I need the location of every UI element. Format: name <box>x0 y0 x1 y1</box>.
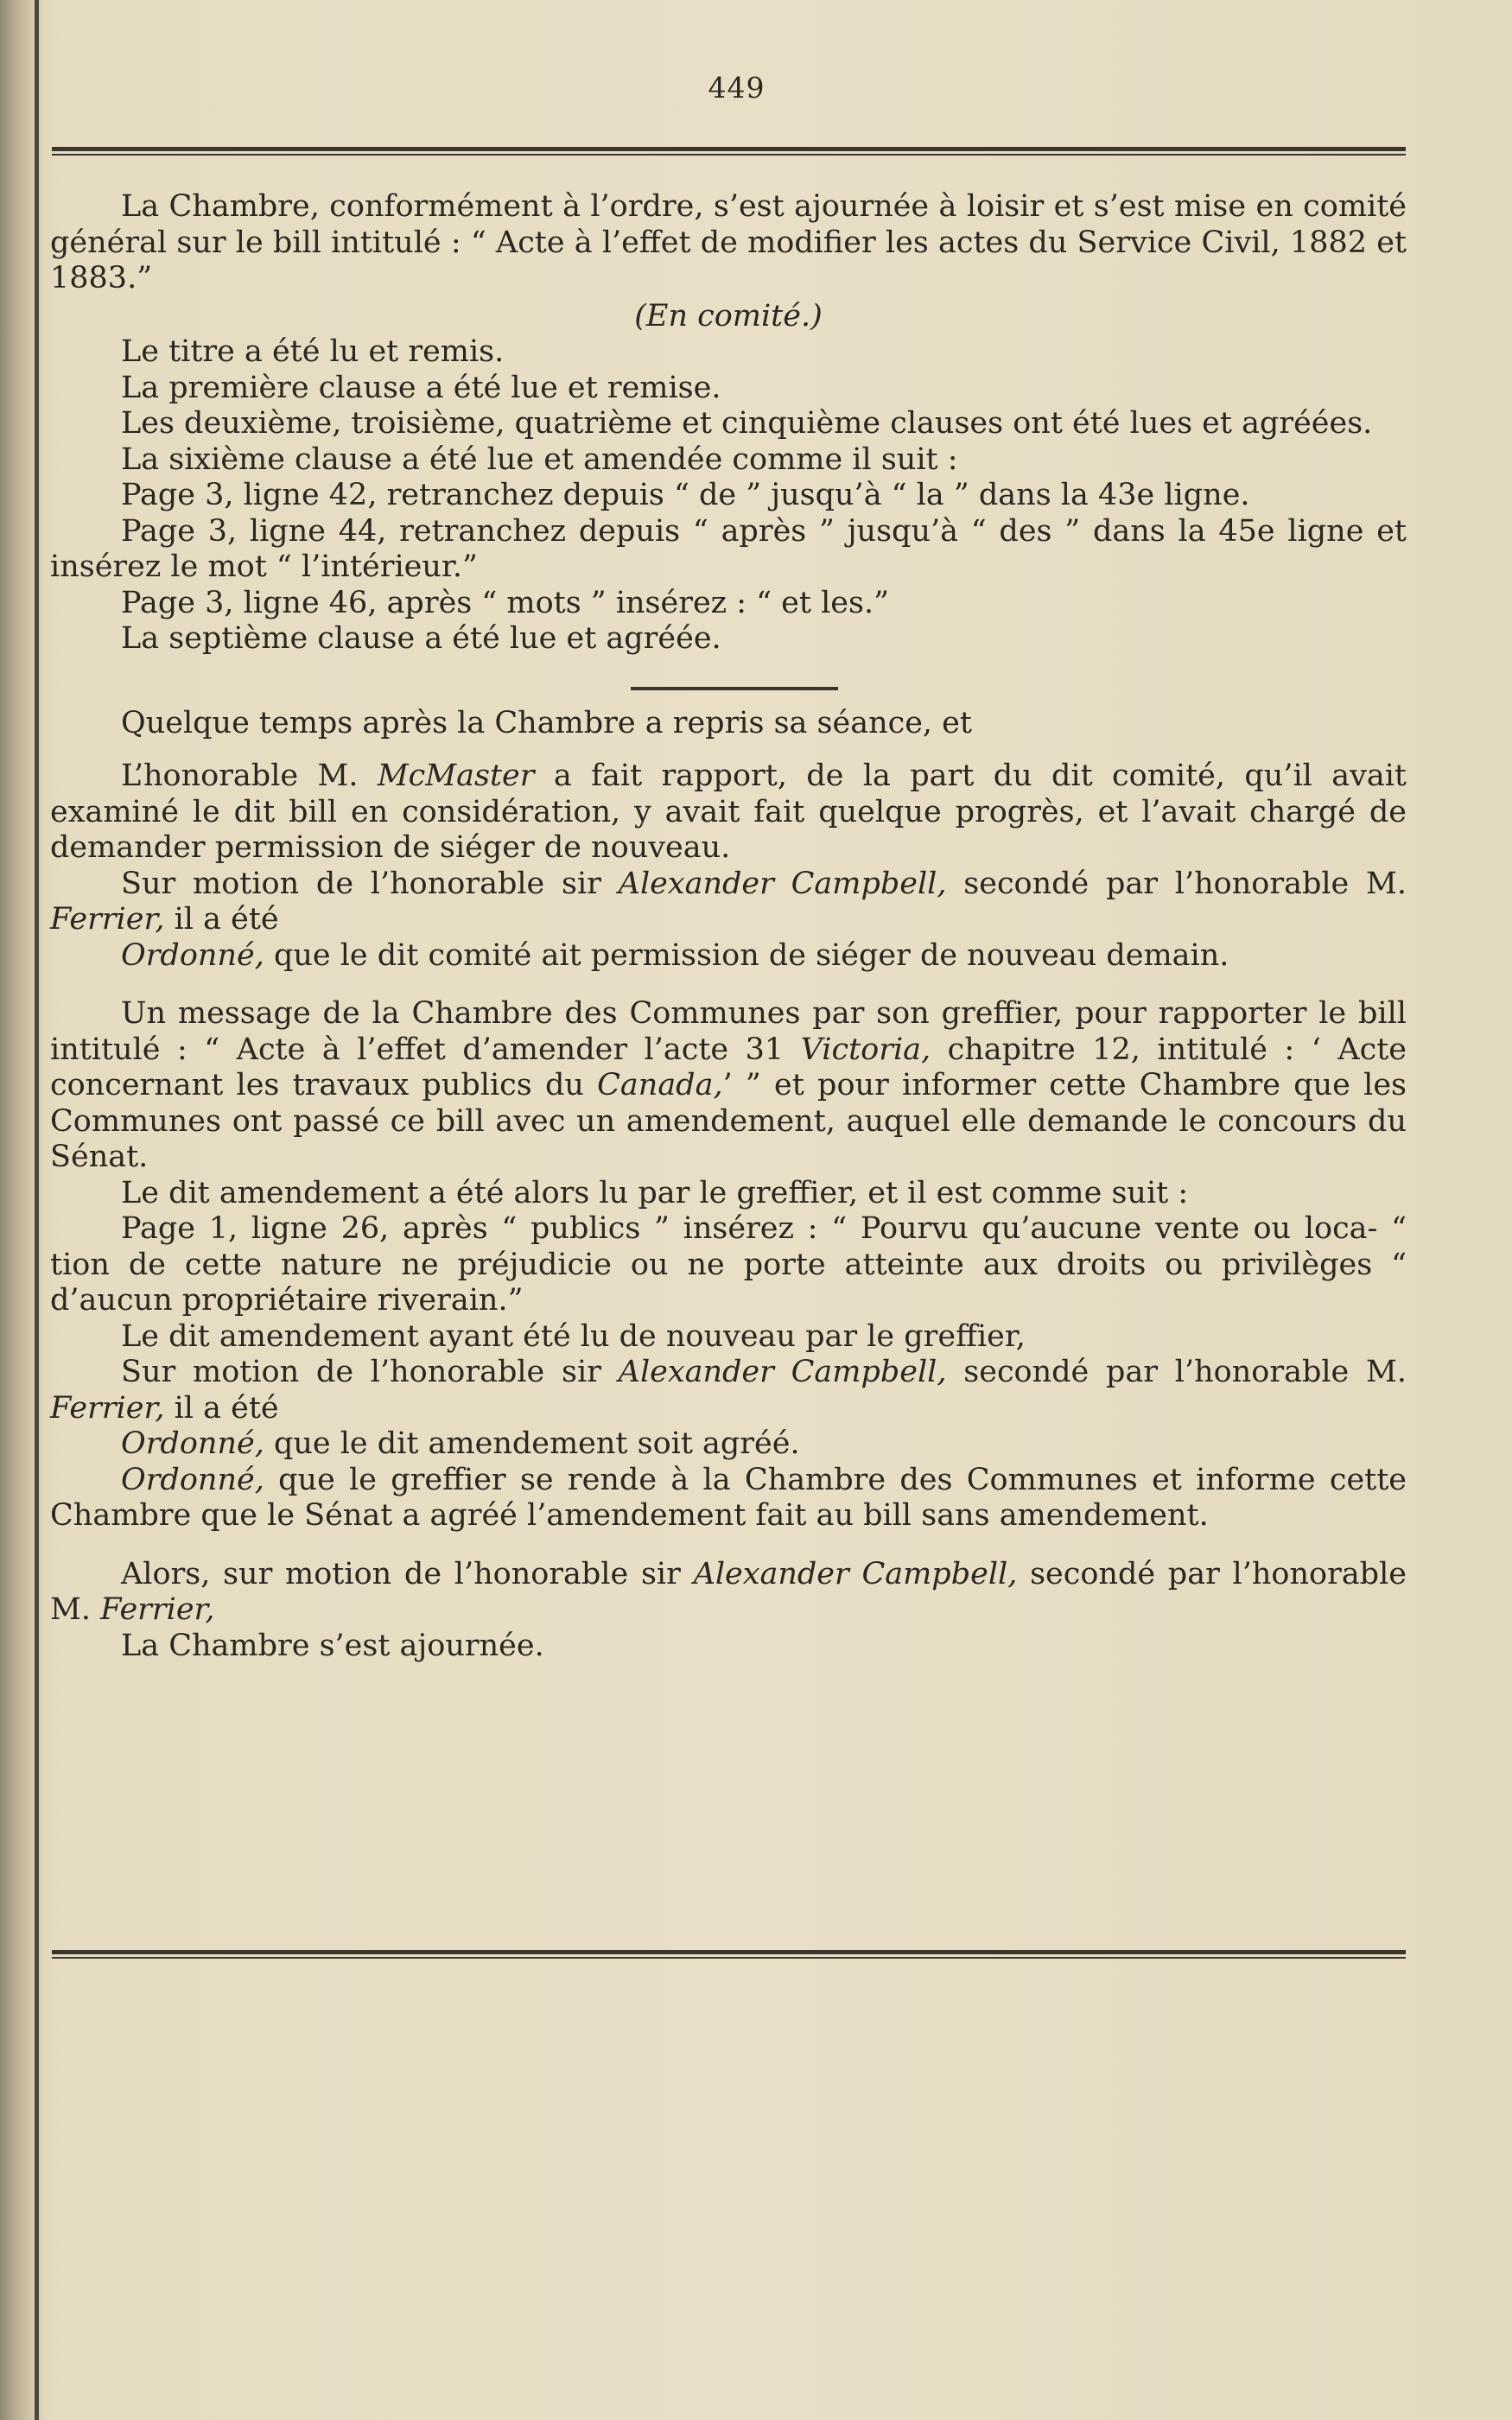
paragraph <box>50 867 1407 938</box>
text: L’honorable M. <box>121 759 378 793</box>
paragraph: La Chambre, conformément à l’ordre, s’est ajournée à loisir et s’est mise en comité général sur le bill intitulé : “ Acte à l’effet de modifier les actes du Service Civil, 1882 et 1883.” <box>50 189 1407 295</box>
text: secondé par l’honorable M. <box>50 1556 1407 1627</box>
ordered: Ordonné, <box>121 1426 264 1461</box>
text: que le dit amendement soit agréé. <box>264 1426 800 1461</box>
footer-rule <box>52 1950 1406 1959</box>
committee-heading-text: (En comité.) <box>634 298 823 333</box>
paragraph: Le titre a été lu et remis. <box>121 334 505 369</box>
name: Ferrier, <box>50 1390 165 1426</box>
paragraph <box>50 1426 1407 1463</box>
name: Victoria, <box>800 1032 931 1067</box>
paragraph: Quelque temps après la Chambre a repris sa séance, et <box>121 705 972 740</box>
name: Ferrier, <box>100 1592 215 1627</box>
text: Alors, sur motion de l’honorable sir <box>121 1556 694 1591</box>
header-rule <box>52 147 1406 156</box>
paragraph: La sixième clause a été lue et amendée comme il suit : <box>121 441 958 477</box>
paragraph: Le dit amendement a été alors lu par le greffier, et il est comme suit : <box>121 1175 1189 1210</box>
text: secondé par l’honorable M. <box>946 1355 1407 1389</box>
paragraph: Page 3, ligne 42, retranchez depuis “ de ” jusqu’à “ la ” dans la 43e ligne. <box>121 478 1250 512</box>
name: Ferrier, <box>50 902 165 937</box>
page-number: 449 <box>708 71 766 105</box>
paragraph: La Chambre s’est ajournée. <box>121 1628 544 1663</box>
name: Alexander Campbell, <box>618 1355 947 1389</box>
text: chapitre 12, intitulé : ‘ Acte concernant les travaux publics du <box>50 1032 1407 1102</box>
paragraph <box>50 1463 1407 1534</box>
text: Sur motion de l’honorable sir <box>121 866 619 901</box>
paragraph <box>50 1557 1407 1629</box>
paragraph <box>50 1355 1407 1426</box>
committee-heading <box>50 299 1407 335</box>
ordered: Ordonné, <box>121 937 264 973</box>
text: secondé par l’honorable M. <box>946 866 1407 901</box>
name: Canada, <box>597 1068 723 1102</box>
paragraph: Page 3, ligne 46, après “ mots ” insérez : “ et les.” <box>121 585 889 620</box>
text: il a été <box>164 902 279 937</box>
paragraph: Page 3, ligne 44, retranchez depuis “ après ” jusqu’à “ des ” dans la 45e ligne et insérez le mot “ l’intérieur.” <box>50 513 1407 584</box>
paragraph <box>50 759 1407 867</box>
paragraph: La première clause a été lue et remise. <box>121 370 721 405</box>
paragraph: La septième clause a été lue et agréée. <box>121 621 721 656</box>
text: Sur motion de l’honorable sir <box>121 1355 619 1389</box>
text: que le greffier se rende à la Chambre des Communes et informe cette Chambre que le Sénat a agréé l’amendement fait au bill sans amendement. <box>50 1462 1407 1533</box>
section-divider <box>631 687 838 690</box>
name: Alexander Campbell, <box>693 1556 1018 1591</box>
binding-edge <box>35 0 39 2420</box>
paragraph: Les deuxième, troisième, quatrième et cinquième clauses ont été lues et agréées. <box>121 406 1373 441</box>
text: Un message de la Chambre des Communes par son greffier, pour rapporter le bill intitulé : “ Acte à l’effet d’amender l’acte 31 <box>50 996 1407 1067</box>
text: ’ ” et pour informer cette Chambre que les Communes ont passé ce bill avec un amendement, auquel elle demande le concours du Sénat. <box>50 1068 1407 1174</box>
paragraph <box>50 996 1407 1176</box>
name: McMaster <box>377 759 535 793</box>
text: il a été <box>164 1390 279 1426</box>
paragraph: Page 1, ligne 26, après “ publics ” insérez : “ Pourvu qu’aucune vente ou loca- “ tion de cette nature ne préjudicie ou ne porte atteinte aux droits ou privilèges “ d’aucun propriétaire riverain.” <box>50 1211 1407 1318</box>
journal-text <box>50 189 1407 1664</box>
paragraph: Le dit amendement ayant été lu de nouveau par le greffier, <box>121 1318 1026 1354</box>
text: que le dit comité ait permission de siéger de nouveau demain. <box>264 937 1229 973</box>
ordered: Ordonné, <box>121 1462 264 1497</box>
text: a fait rapport, de la part du dit comité, qu’il avait examiné le dit bill en considération, y avait fait quelque progrès, et l’avait chargé de demander permission de siéger de nouveau. <box>50 759 1407 865</box>
paragraph <box>50 938 1407 975</box>
name: Alexander Campbell, <box>618 866 947 901</box>
